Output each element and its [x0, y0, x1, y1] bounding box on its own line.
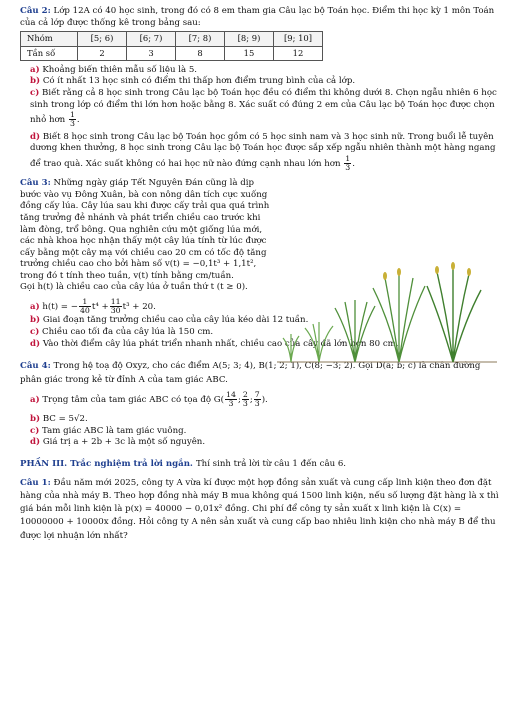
table-cell: 8	[176, 46, 225, 60]
question-intro-2: Gọi h(t) là chiều cao của cây lúa ở tuần thứ t (t ≥ 0).	[20, 282, 248, 293]
table-cell: 12	[274, 46, 323, 60]
table-header: Tần số	[21, 46, 78, 60]
table-row	[21, 46, 323, 60]
table-cell: [5; 6)	[78, 32, 127, 46]
table-cell: 15	[225, 46, 274, 60]
fraction: $\frac{1}{3}$	[69, 110, 75, 129]
option-d: d) Vào thời điểm cây lúa phát triển nhanh nhất, chiều cao của cây đã lớn hơn 80 cm.	[30, 338, 399, 349]
option-a: a) Khoảng biến thiên mẫu số liệu là 5.	[30, 64, 198, 75]
fraction: $\frac{11}{30}$	[110, 297, 121, 316]
question-4	[20, 360, 499, 449]
table-cell: [8; 9)	[225, 32, 274, 46]
option-c: c) Biết rằng cả 8 học sinh trong Câu lạc bộ Toán học đều có điểm thi không dưới 8. Chọn ngẫu nhiên 6 học sinh trong lớp có điểm thi lớn hơn hoặc bằng 8. Xác suất có đúng 2 em của Câu lạc bộ Toán học được chọn nhỏ hơn $\frac{1}{3}$ .	[30, 88, 497, 129]
question-label: Câu 4:	[20, 361, 51, 372]
fraction: $\frac{1}{3}$	[345, 153, 351, 172]
section-heading: PHẦN III. Trắc nghiệm trả lời ngắn. Thí sinh trả lời từ câu 1 đến câu 6.	[20, 458, 347, 469]
option-b: b) BC = 5√2.	[30, 414, 88, 425]
question-2	[20, 6, 499, 172]
table-header: Nhóm	[21, 32, 78, 46]
option-b: b) Giai đoạn tăng trưởng chiều cao của cây lúa kéo dài 12 tuần.	[30, 315, 309, 326]
frequency-table	[20, 31, 323, 61]
rice-plant-illustration	[277, 250, 497, 370]
fraction: $\frac{7}{3}$	[254, 389, 260, 408]
option-a: a) Trọng tâm của tam giác ABC có tọa độ G( $\frac{14}{3}$ ; $\frac{2}{3}$ ; $\frac{7}{3}$ ).	[30, 389, 268, 408]
table-cell: [6; 7)	[127, 32, 176, 46]
option-c: c) Tam giác ABC là tam giác vuông.	[30, 425, 187, 436]
option-d: d) Biết 8 học sinh trong Câu lạc bộ Toán học gồm có 5 học sinh nam và 3 học sinh nữ. Trong buổi lễ tuyên dương khen thưởng, 8 học sinh trong Câu lạc bộ Toán học được sắp xếp ngẫu nhiên thành một hàng ngang để trao quà. Xác suất không có hai học nữ nào đứng cạnh nhau lớn hơn $\frac{1}{3}$ .	[30, 131, 496, 172]
rice-plant-icon	[277, 250, 497, 370]
question-label: Câu 2:	[20, 6, 51, 16]
question-intro: Lớp 12A có 40 học sinh, trong đó có 8 em tham gia Câu lạc bộ Toán học. Điểm thi học kỳ 1 môn Toán của cả lớp được thống kê trong bảng sau:	[20, 6, 495, 28]
fraction: $\frac{1}{40}$	[79, 297, 90, 316]
table-cell: [7; 8)	[176, 32, 225, 46]
fraction: $\frac{2}{3}$	[242, 389, 248, 408]
question-label: Câu 3:	[20, 178, 51, 189]
part3-question-1	[20, 477, 499, 544]
table-row	[21, 32, 323, 46]
option-b: b) Có ít nhất 13 học sinh có điểm thi thấp hơn điểm trung bình của cả lớp.	[30, 76, 356, 87]
question-text: Đầu năm mới 2025, công ty A vừa kí được một hợp đồng sản xuất và cung cấp linh kiện theo đơn đặt hàng của nhà máy B. Theo hợp đồng nhà máy B mua không quá 1500 linh kiện, nếu số lượng đặt hàng là x thì giá bán mỗi linh kiện là p(x) = 40000 − 0,01x² đồng. Chi phí để công ty sản xuất x linh kiện là C(x) = 10000000 + 10000x đồng. Hỏi công ty A nên sản xuất và cung cấp bao nhiêu linh kiện cho nhà máy B để thu được lợi nhuận lớn nhất?	[20, 477, 499, 541]
question-intro: Trong hệ toạ độ Oxyz, cho các điểm A(5; 3; 4), B(1; 2; 1), C(8; −3; 2). Gọi D(a; b; c) là chân đường phân giác trong kẻ từ đỉnh A của tam giác ABC.	[20, 361, 481, 385]
fraction: $\frac{14}{3}$	[226, 389, 236, 408]
option-a: a) h(t) = − $\frac{1}{40}$ t⁴ + $\frac{11}{30}$ t³ + 20.	[30, 297, 156, 316]
option-c: c) Chiều cao tối đa của cây lúa là 150 cm.	[30, 327, 214, 337]
table-cell: 2	[78, 46, 127, 60]
table-cell: 3	[127, 46, 176, 60]
option-d: d) Giá trị a + 2b + 3c là một số nguyên.	[30, 437, 206, 448]
table-cell: [9; 10]	[274, 32, 323, 46]
question-intro: Những ngày giáp Tết Nguyên Đán cũng là dịp bước vào vụ Đông Xuân, bà con nông dân tích cực xuống đồng cấy lúa. Cây lúa sau khi được cấy trải qua quá trình tăng trưởng đẻ nhánh và phát triển chiều cao trước khi làm đòng, trổ bông. Qua nghiên cứu một giống lúa mới, các nhà khoa học nhận thấy một cây lúa tính từ lúc được cấy bằng một cây mạ với chiều cao 20 cm có tốc độ tăng trưởng chiều cao cho bởi hàm số v(t) = −0,1t³ + 1,1t², trong đó t tính theo tuần, v(t) tính bằng cm/tuần.	[20, 178, 270, 281]
question-label: Câu 1:	[20, 477, 51, 488]
